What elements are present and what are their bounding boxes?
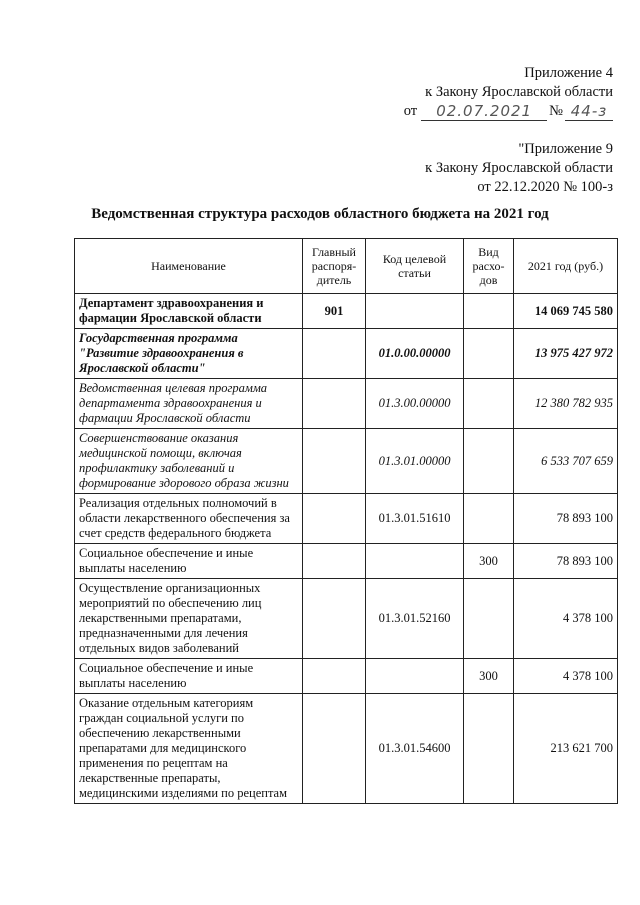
table-header-row <box>75 239 618 294</box>
appendix-title: Приложение 4 <box>524 65 613 81</box>
header-target-code: Код целевой статьи <box>366 239 464 294</box>
appendix-number-sign: № <box>549 103 563 119</box>
cell-name: Совершенствование оказания медицинской помощи, включая профилактику заболеваний и формирование здорового образа жизни <box>75 429 303 494</box>
cell-name: Социальное обеспечение и иные выплаты населению <box>75 659 303 694</box>
cell-target-code: 01.3.01.00000 <box>366 429 464 494</box>
table-row <box>75 379 618 429</box>
cell-expense-type: 300 <box>464 659 514 694</box>
cell-expense-type <box>464 579 514 659</box>
cell-amount: 13 975 427 972 <box>514 329 618 379</box>
cell-amount: 4 378 100 <box>514 659 618 694</box>
cell-target-code <box>366 659 464 694</box>
cell-target-code: 01.0.00.00000 <box>366 329 464 379</box>
cell-amount: 78 893 100 <box>514 544 618 579</box>
cell-manager <box>303 429 366 494</box>
document-title: Ведомственная структура расходов областного бюджета на 2021 год <box>91 206 549 222</box>
cell-amount: 14 069 745 580 <box>514 294 618 329</box>
cell-manager: 901 <box>303 294 366 329</box>
cell-name: Ведомственная целевая программа департамента здравоохранения и фармации Ярославской области <box>75 379 303 429</box>
header-amount: 2021 год (руб.) <box>514 239 618 294</box>
cell-name: Социальное обеспечение и иные выплаты населению <box>75 544 303 579</box>
cell-manager <box>303 579 366 659</box>
cell-name: Оказание отдельным категориям граждан социальной услуги по обеспечению лекарственными препаратами для медицинского применения по рецептам на лекарственные препараты, медицинскими изделиями по рецептам <box>75 694 303 804</box>
cell-expense-type <box>464 494 514 544</box>
table-row <box>75 694 618 804</box>
table-row <box>75 544 618 579</box>
appendix-4-header <box>404 64 613 121</box>
handwritten-date: 02.07.2021 <box>421 103 547 121</box>
cell-name: Государственная программа "Развитие здравоохранения в Ярославской области" <box>75 329 303 379</box>
header-name: Наименование <box>75 239 303 294</box>
cell-target-code: 01.3.00.00000 <box>366 379 464 429</box>
appendix-date-line <box>404 102 613 121</box>
appendix-law: к Закону Ярославской области <box>425 84 613 100</box>
original-appendix-law: к Закону Ярославской области <box>425 160 613 176</box>
original-appendix-title: "Приложение 9 <box>518 141 613 157</box>
cell-amount: 6 533 707 659 <box>514 429 618 494</box>
cell-expense-type <box>464 379 514 429</box>
cell-manager <box>303 329 366 379</box>
header-expense-type: Вид расхо-дов <box>464 239 514 294</box>
table-row <box>75 429 618 494</box>
cell-expense-type: 300 <box>464 544 514 579</box>
handwritten-number: 44-з <box>565 103 613 121</box>
table-row <box>75 579 618 659</box>
cell-name: Реализация отдельных полномочий в области лекарственного обеспечения за счет средств федерального бюджета <box>75 494 303 544</box>
cell-manager <box>303 544 366 579</box>
appendix-ot: от <box>403 103 418 119</box>
table-row <box>75 294 618 329</box>
cell-expense-type <box>464 329 514 379</box>
cell-amount: 12 380 782 935 <box>514 379 618 429</box>
cell-expense-type <box>464 294 514 329</box>
cell-amount: 4 378 100 <box>514 579 618 659</box>
cell-manager <box>303 694 366 804</box>
cell-target-code: 01.3.01.54600 <box>366 694 464 804</box>
cell-amount: 213 621 700 <box>514 694 618 804</box>
appendix-9-header <box>425 140 613 197</box>
budget-table <box>74 238 618 804</box>
cell-target-code: 01.3.01.51610 <box>366 494 464 544</box>
original-appendix-date: от 22.12.2020 № 100-з <box>477 179 613 195</box>
cell-manager <box>303 659 366 694</box>
cell-expense-type <box>464 694 514 804</box>
cell-manager <box>303 379 366 429</box>
cell-name: Осуществление организационных мероприятий по обеспечению лиц лекарственными препаратами, предназначенными для лечения отдельных видов заболеваний <box>75 579 303 659</box>
table-row <box>75 659 618 694</box>
cell-expense-type <box>464 429 514 494</box>
header-manager: Главный распоря-дитель <box>303 239 366 294</box>
cell-target-code <box>366 294 464 329</box>
cell-manager <box>303 494 366 544</box>
cell-name: Департамент здравоохранения и фармации Ярославской области <box>75 294 303 329</box>
cell-amount: 78 893 100 <box>514 494 618 544</box>
cell-target-code <box>366 544 464 579</box>
table-row <box>75 494 618 544</box>
table-row <box>75 329 618 379</box>
cell-target-code: 01.3.01.52160 <box>366 579 464 659</box>
